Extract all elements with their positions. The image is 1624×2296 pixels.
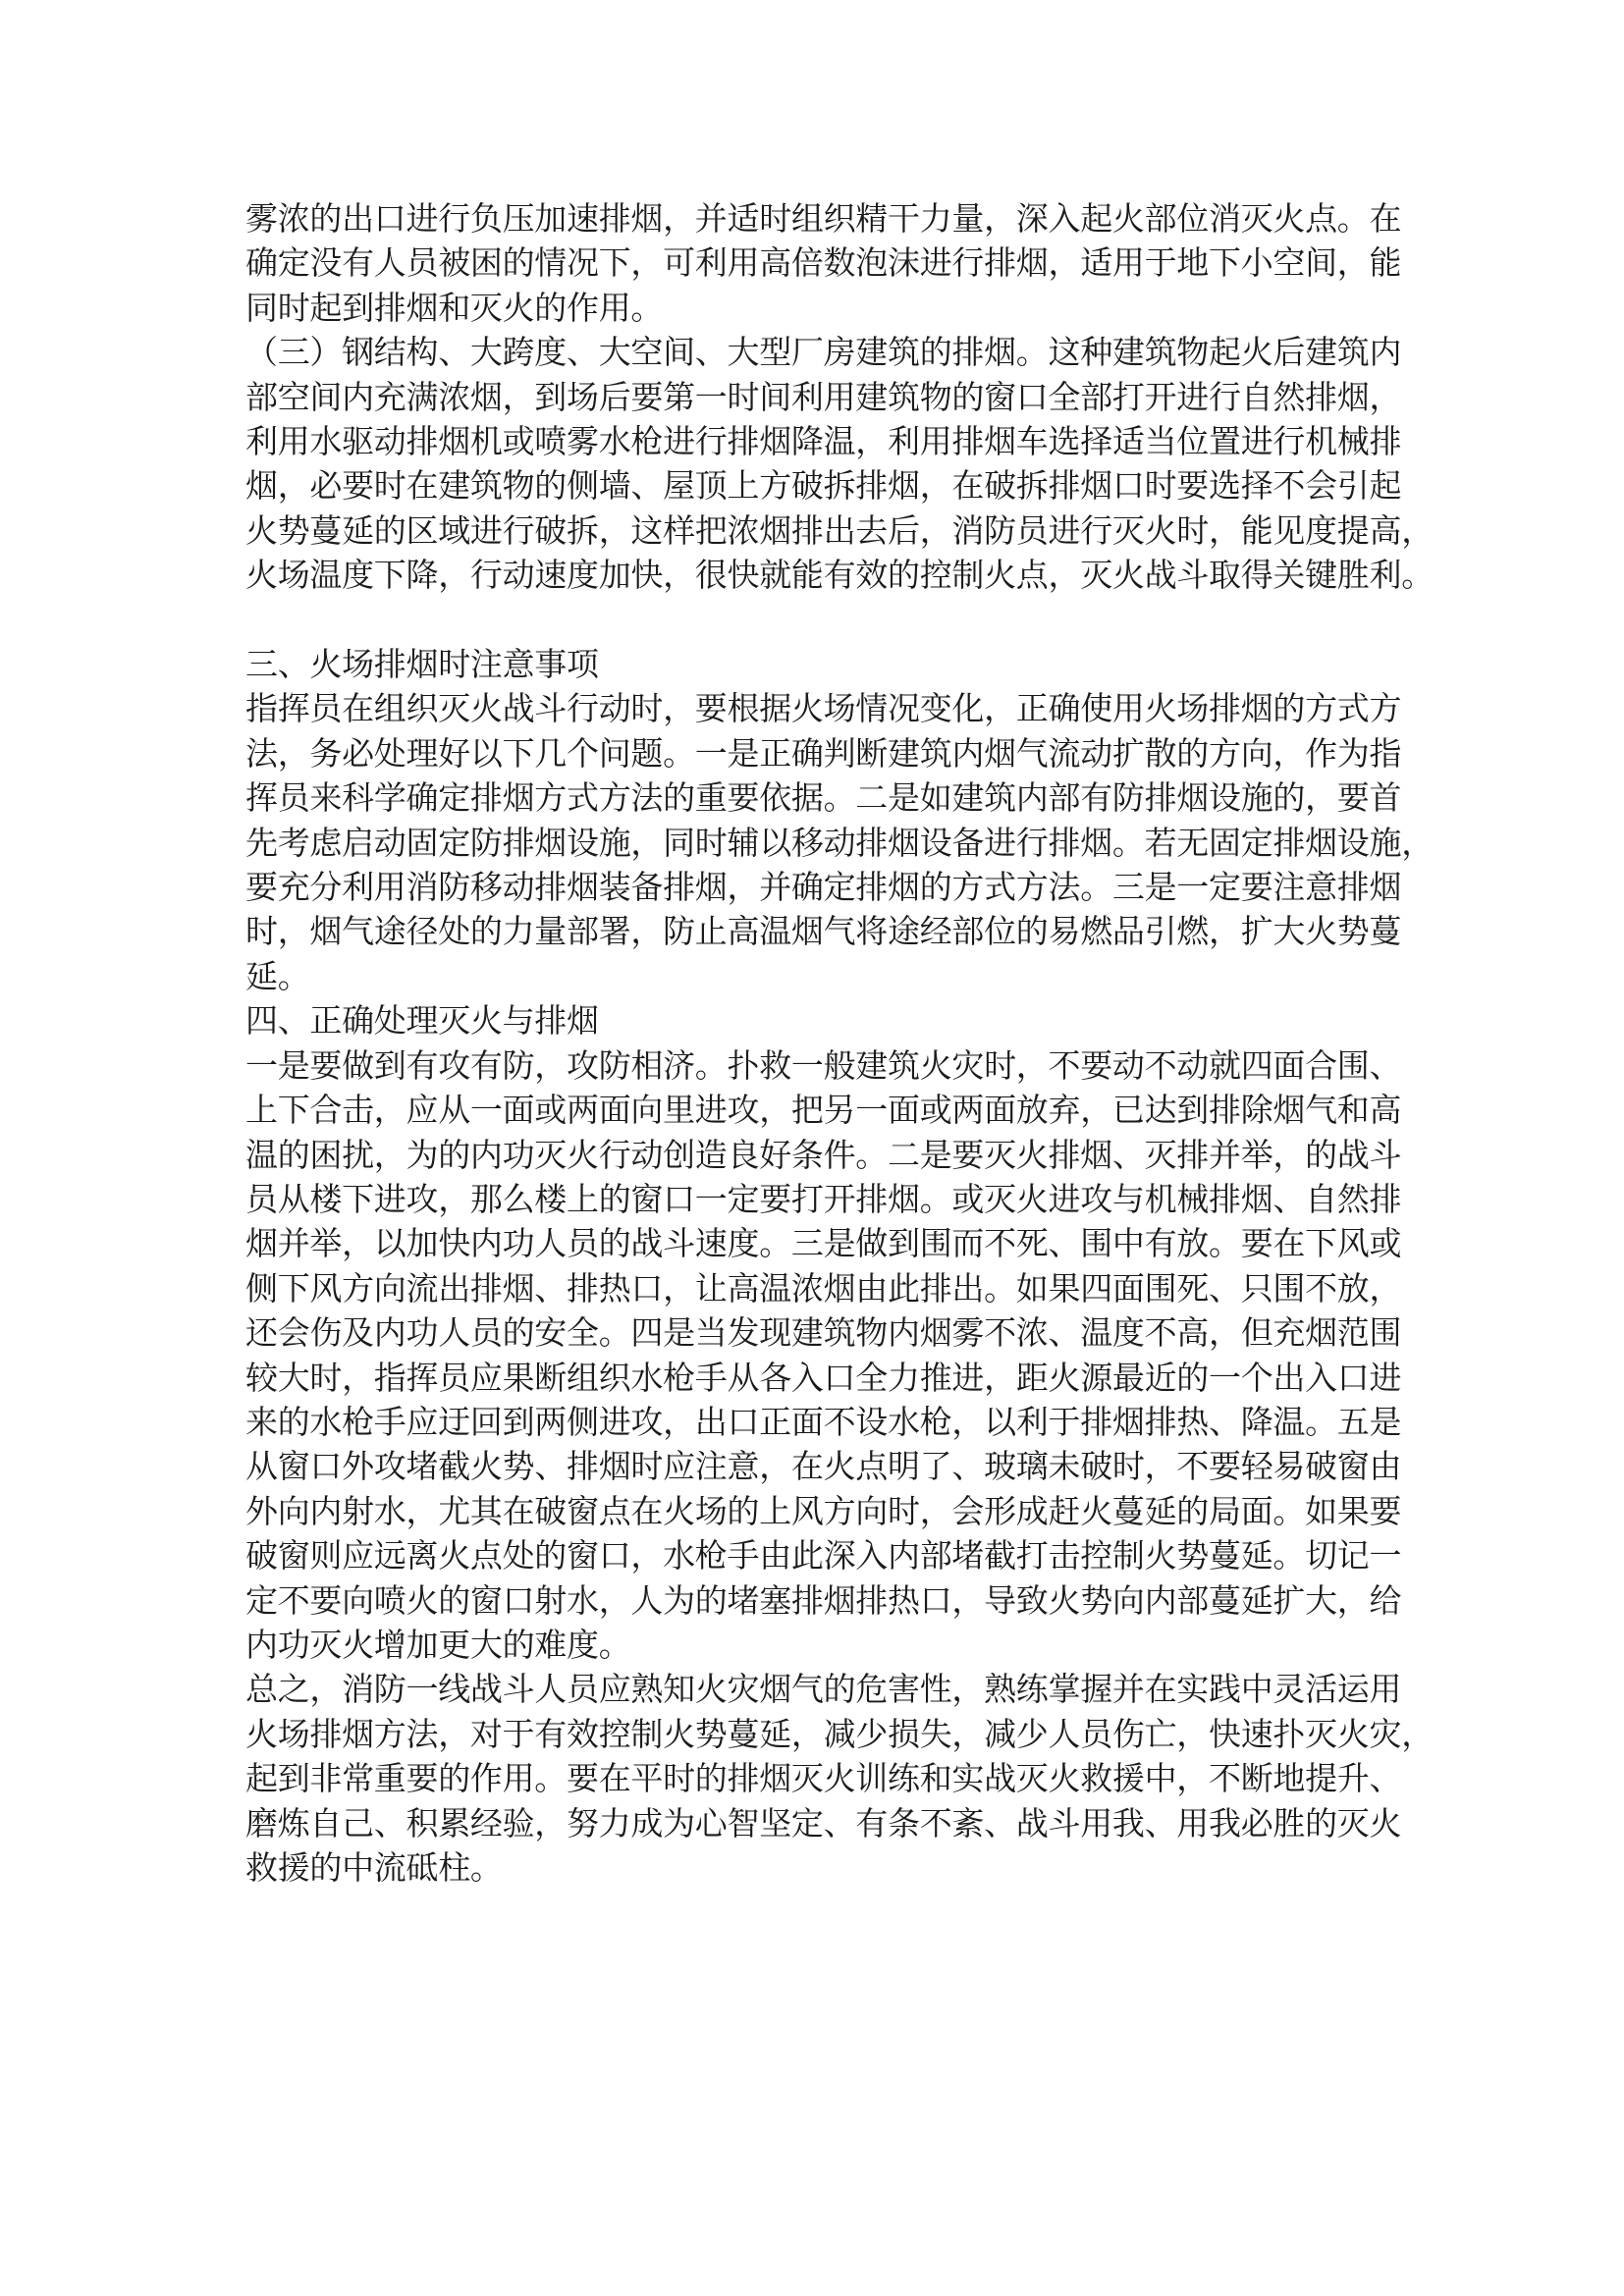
text-line: 救援的中流砥柱。 bbox=[245, 1848, 503, 1888]
text-line: 温的困扰，为的内功灭火行动创造良好条件。二是要灭火排烟、灭排并举，的战斗 bbox=[245, 1135, 1402, 1174]
text-line: 时，烟气途径处的力量部署，防止高温烟气将途经部位的易燃品引燃，扩大火势蔓 bbox=[245, 912, 1402, 951]
text-line: 利用水驱动排烟机或喷雾水枪进行排烟降温，利用排烟车选择适当位置进行机械排 bbox=[245, 422, 1402, 461]
paragraph-steel-structure-smoke-exhaust bbox=[245, 330, 1434, 597]
document-page bbox=[245, 196, 1434, 1890]
text-line: 定不要向喷火的窗口射水，人为的堵塞排烟排热口，导致火势向内部蔓延扩大，给 bbox=[245, 1580, 1402, 1620]
text-line: 来的水枪手应迂回到两侧进攻，出口正面不设水枪，以利于排烟排热、降温。五是 bbox=[245, 1402, 1402, 1441]
text-line: 部空间内充满浓烟，到场后要第一时间利用建筑物的窗口全部打开进行自然排烟， bbox=[245, 377, 1402, 416]
paragraph-firefighting-and-exhaust bbox=[245, 1043, 1402, 1668]
text-line: 内功灭火增加更大的难度。 bbox=[245, 1625, 631, 1664]
section-heading-4 bbox=[245, 998, 1396, 1042]
text-line: 上下合击，应从一面或两面向里进攻，把另一面或两面放弃，已达到排除烟气和高 bbox=[245, 1091, 1402, 1130]
text-line: 先考虑启动固定防排烟设施，同时辅以移动排烟设备进行排烟。若无固定排烟设施， bbox=[245, 823, 1434, 862]
text-line: 一是要做到有攻有防，攻防相济。扑救一般建筑火灾时，不要动不动就四面合围、 bbox=[245, 1045, 1402, 1085]
text-line: 同时起到排烟和灭火的作用。 bbox=[245, 288, 664, 327]
text-line: 从窗口外攻堵截火势、排烟时应注意，在火点明了、玻璃未破时，不要轻易破窗由 bbox=[245, 1447, 1402, 1486]
text-line: 破窗则应远离火点处的窗口，水枪手由此深入内部堵截打击控制火势蔓延。切记一 bbox=[245, 1536, 1402, 1575]
section-heading-3 bbox=[245, 642, 1396, 686]
text-line: （三）钢结构、大跨度、大空间、大型厂房建筑的排烟。这种建筑物起火后建筑内 bbox=[245, 333, 1402, 372]
text-line: 烟并举，以加快内功人员的战斗速度。三是做到围而不死、围中有放。要在下风或 bbox=[245, 1224, 1402, 1263]
text-line: 磨炼自己、积累经验，努力成为心智坚定、有条不紊、战斗用我、用我必胜的灭火 bbox=[245, 1803, 1402, 1842]
text-line: 火场温度下降，行动速度加快，很快就能有效的控制火点，灭火战斗取得关键胜利。 bbox=[245, 556, 1434, 595]
text-line: 要充分利用消防移动排烟装备排烟，并确定排烟的方式方法。三是一定要注意排烟 bbox=[245, 868, 1402, 907]
heading-text: 三、火场排烟时注意事项 bbox=[245, 645, 599, 684]
text-line: 挥员来科学确定排烟方式方法的重要依据。二是如建筑内部有防排烟设施的，要首 bbox=[245, 778, 1402, 818]
text-line: 外向内射水，尤其在破窗点在火场的上风方向时，会形成赶火蔓延的局面。如果要 bbox=[245, 1491, 1402, 1530]
paragraph-precautions bbox=[245, 686, 1434, 998]
text-line: 烟，必要时在建筑物的侧墙、屋顶上方破拆排烟，在破拆排烟口时要选择不会引起 bbox=[245, 466, 1402, 506]
paragraph-conclusion bbox=[245, 1667, 1434, 1890]
text-line: 员从楼下进攻，那么楼上的窗口一定要打开排烟。或灭火进攻与机械排烟、自然排 bbox=[245, 1179, 1402, 1218]
text-line: 火场排烟方法，对于有效控制火势蔓延，减少损失，减少人员伤亡，快速扑灭火灾， bbox=[245, 1714, 1434, 1753]
text-line: 总之，消防一线战斗人员应熟知火灾烟气的危害性，熟练掌握并在实践中灵活运用 bbox=[245, 1670, 1402, 1709]
text-line: 还会伤及内功人员的安全。四是当发现建筑物内烟雾不浓、温度不高，但充烟范围 bbox=[245, 1313, 1402, 1353]
text-line: 指挥员在组织灭火战斗行动时，要根据火场情况变化，正确使用火场排烟的方式方 bbox=[245, 689, 1402, 728]
text-line: 法，务必处理好以下几个问题。一是正确判断建筑内烟气流动扩散的方向，作为指 bbox=[245, 733, 1402, 773]
text-line: 起到非常重要的作用。要在平时的排烟灭火训练和实战灭火救援中，不断地提升、 bbox=[245, 1759, 1402, 1798]
text-line: 较大时，指挥员应果断组织水枪手从各入口全力推进，距火源最近的一个出入口进 bbox=[245, 1358, 1402, 1397]
text-line: 侧下风方向流出排烟、排热口，让高温浓烟由此排出。如果四面围死、只围不放， bbox=[245, 1268, 1402, 1308]
text-line: 雾浓的出口进行负压加速排烟，并适时组织精干力量，深入起火部位消灭火点。在 bbox=[245, 199, 1402, 238]
blank-line bbox=[245, 598, 1396, 642]
text-line: 火势蔓延的区域进行破拆，这样把浓烟排出去后，消防员进行灭火时，能见度提高， bbox=[245, 510, 1434, 550]
text-line: 延。 bbox=[245, 956, 310, 995]
paragraph-smoke-exhaust-underground bbox=[245, 196, 1402, 330]
text-line: 确定没有人员被困的情况下，可利用高倍数泡沫进行排烟，适用于地下小空间，能 bbox=[245, 243, 1402, 283]
heading-text: 四、正确处理灭火与排烟 bbox=[245, 1001, 599, 1041]
